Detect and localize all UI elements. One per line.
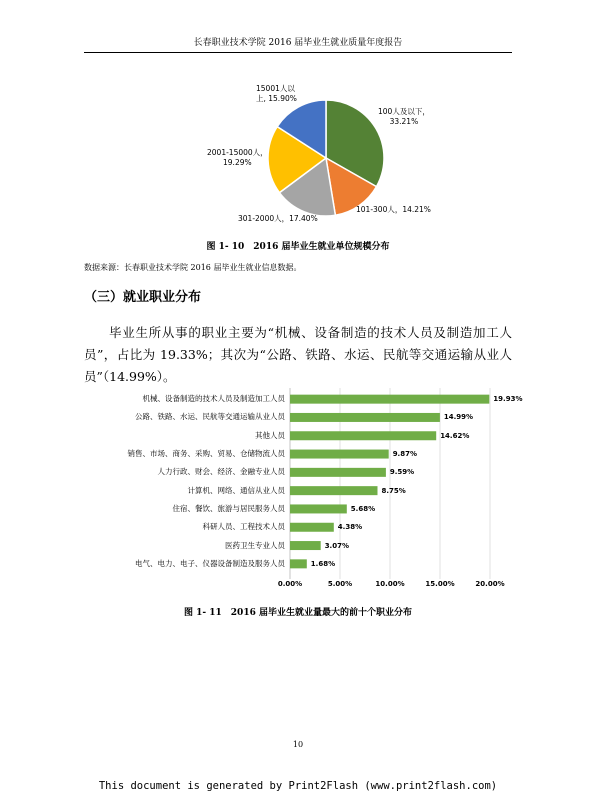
pie-label-2001-15000-line1: 2001-15000人， bbox=[207, 148, 268, 157]
bar bbox=[290, 395, 489, 404]
pie-label-301-2000: 301-2000人，17.40% bbox=[238, 214, 318, 223]
x-tick-label: 20.00% bbox=[475, 580, 505, 588]
bar-value-label: 19.93% bbox=[493, 395, 523, 404]
bar-value-label: 1.68% bbox=[310, 559, 336, 568]
bar bbox=[290, 559, 307, 568]
bar-value-label: 3.07% bbox=[324, 541, 349, 550]
body-paragraph: 毕业生所从事的职业主要为“机械、设备制造的技术人员及制造加工人员”，占比为 19.33%；其次为“公路、铁路、水运、民航等交通运输从业人员”（14.99%）。 bbox=[84, 325, 512, 384]
pie-chart-svg bbox=[0, 0, 596, 240]
generator-footer: This document is generated by Print2Flash (www.print2flash.com) bbox=[98, 780, 498, 792]
bar bbox=[290, 468, 386, 477]
pie-label-100-or-less-line1: 100人及以下， bbox=[378, 107, 430, 116]
bar-chart bbox=[84, 382, 523, 592]
page-number: 10 bbox=[292, 740, 304, 749]
data-source-note: 数据来源：长春职业技术学院 2016 届毕业生就业信息数据。 bbox=[84, 263, 302, 272]
bar-value-label: 9.87% bbox=[392, 450, 417, 459]
figure-caption-2: 图 1- 11 2016 届毕业生就业量最大的前十个职业分布 bbox=[184, 608, 412, 618]
bar-category-label: 电气、电力、电子、仪器设备制造及服务人员 bbox=[135, 558, 285, 568]
pie-label-15001-plus bbox=[256, 84, 297, 104]
bar-category-label: 其他人员 bbox=[255, 430, 285, 440]
pie-label-15001-plus-line1: 15001人以 bbox=[256, 84, 295, 93]
pie-label-15001-plus-line2: 上, 15.90% bbox=[256, 94, 297, 103]
running-header: 长春职业技术学院 2016 届毕业生就业质量年度报告 bbox=[193, 38, 403, 48]
pie-label-2001-15000 bbox=[207, 148, 268, 168]
bar-value-label: 5.68% bbox=[350, 504, 376, 513]
pie-chart bbox=[0, 0, 596, 240]
bar bbox=[290, 450, 389, 459]
bar-category-label: 人力行政、财会、经济、金融专业人员 bbox=[157, 467, 285, 477]
section-heading: （三）就业职业分布 bbox=[84, 290, 202, 305]
pie-label-101-300: 101-300人，14.21% bbox=[356, 205, 431, 214]
bar-value-label: 4.38% bbox=[337, 523, 363, 532]
bar bbox=[290, 541, 321, 550]
x-tick-label: 0.00% bbox=[277, 580, 303, 588]
bar bbox=[290, 486, 378, 495]
pie-label-2001-15000-line2: 19.29% bbox=[223, 158, 252, 167]
figure-caption-1: 图 1- 10 2016 届毕业生就业单位规模分布 bbox=[206, 242, 390, 252]
bar-category-label: 销售、市场、商务、采购、贸易、仓储物流人员 bbox=[127, 449, 285, 459]
bar-value-label: 14.99% bbox=[443, 413, 474, 422]
bar-category-label: 机械、设备制造的技术人员及制造加工人员 bbox=[142, 394, 285, 404]
pie-label-100-or-less bbox=[378, 107, 430, 127]
bar-category-label: 住宿、餐饮、旅游与居民服务人员 bbox=[172, 503, 285, 513]
bar-category-label: 公路、铁路、水运、民航等交通运输从业人员 bbox=[135, 412, 285, 422]
bar-value-label: 9.59% bbox=[389, 468, 415, 477]
bar-value-label: 8.75% bbox=[381, 486, 406, 495]
x-tick-label: 15.00% bbox=[425, 580, 455, 588]
bar bbox=[290, 413, 440, 422]
bar-category-label: 计算机、网络、通信从业人员 bbox=[187, 485, 285, 495]
bar-value-label: 14.62% bbox=[440, 431, 470, 440]
bar bbox=[290, 523, 334, 532]
pie-label-100-or-less-line2: 33.21% bbox=[389, 117, 419, 126]
bar bbox=[290, 504, 347, 513]
bar-category-label: 科研人员、工程技术人员 bbox=[202, 522, 285, 532]
x-tick-label: 10.00% bbox=[375, 580, 405, 588]
bar bbox=[290, 431, 436, 440]
x-tick-label: 5.00% bbox=[327, 580, 353, 588]
bar-category-label: 医药卫生专业人员 bbox=[225, 540, 285, 550]
